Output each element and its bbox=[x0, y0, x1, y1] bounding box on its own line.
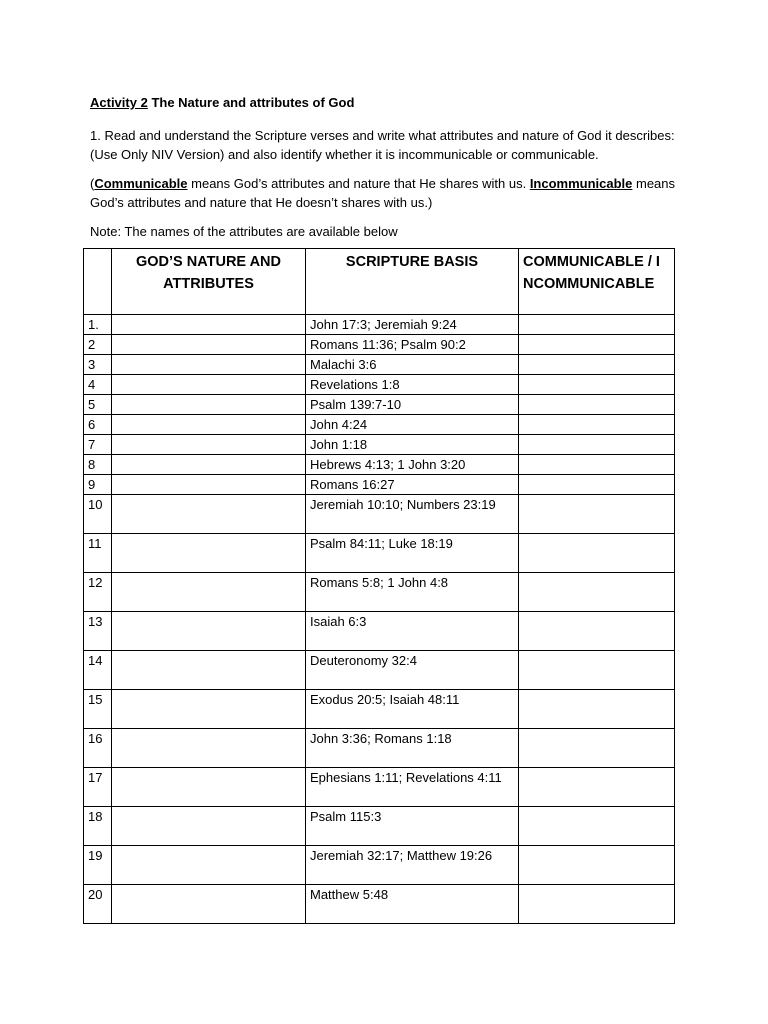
communicable-cell[interactable] bbox=[519, 768, 675, 807]
header-attributes: GOD’S NATURE AND ATTRIBUTES bbox=[112, 249, 306, 315]
row-number: 18 bbox=[84, 807, 112, 846]
scripture-cell: Matthew 5:48 bbox=[306, 885, 519, 924]
table-row bbox=[84, 435, 675, 455]
row-number: 10 bbox=[84, 495, 112, 534]
table-row bbox=[84, 690, 675, 729]
definition-paragraph bbox=[90, 174, 690, 212]
communicable-term: Communicable bbox=[94, 176, 188, 191]
instruction-paragraph: 1. Read and understand the Scripture verses and write what attributes and nature of God it describes: (Use Only NIV Version) and also identify whether it is incommunicable or communicable. bbox=[90, 128, 675, 162]
communicable-cell[interactable] bbox=[519, 375, 675, 395]
row-number: 2 bbox=[84, 335, 112, 355]
scripture-cell: Romans 11:36; Psalm 90:2 bbox=[306, 335, 519, 355]
attribute-cell[interactable] bbox=[112, 807, 306, 846]
attribute-cell[interactable] bbox=[112, 455, 306, 475]
scripture-cell: Deuteronomy 32:4 bbox=[306, 651, 519, 690]
attribute-cell[interactable] bbox=[112, 612, 306, 651]
table-row bbox=[84, 415, 675, 435]
attribute-cell[interactable] bbox=[112, 690, 306, 729]
communicable-cell[interactable] bbox=[519, 315, 675, 335]
communicable-cell[interactable] bbox=[519, 495, 675, 534]
incommunicable-term: Incommunicable bbox=[529, 176, 633, 191]
table-body bbox=[84, 315, 675, 924]
row-number: 11 bbox=[84, 534, 112, 573]
table-row bbox=[84, 335, 675, 355]
table-row bbox=[84, 846, 675, 885]
attribute-cell[interactable] bbox=[112, 315, 306, 335]
row-number: 6 bbox=[84, 415, 112, 435]
communicable-cell[interactable] bbox=[519, 690, 675, 729]
scripture-cell: John 1:18 bbox=[306, 435, 519, 455]
row-number: 17 bbox=[84, 768, 112, 807]
table-row bbox=[84, 885, 675, 924]
attribute-cell[interactable] bbox=[112, 729, 306, 768]
row-number: 7 bbox=[84, 435, 112, 455]
attribute-cell[interactable] bbox=[112, 534, 306, 573]
header-scripture: SCRIPTURE BASIS bbox=[306, 249, 519, 315]
attributes-table bbox=[83, 248, 675, 924]
row-number: 15 bbox=[84, 690, 112, 729]
document-page bbox=[90, 94, 690, 251]
table-row bbox=[84, 651, 675, 690]
communicable-cell[interactable] bbox=[519, 534, 675, 573]
table-row bbox=[84, 455, 675, 475]
attribute-cell[interactable] bbox=[112, 355, 306, 375]
attribute-cell[interactable] bbox=[112, 435, 306, 455]
row-number: 9 bbox=[84, 475, 112, 495]
row-number: 19 bbox=[84, 846, 112, 885]
row-number: 3 bbox=[84, 355, 112, 375]
table-row bbox=[84, 768, 675, 807]
attribute-cell[interactable] bbox=[112, 651, 306, 690]
activity-title: The Nature and attributes of God bbox=[151, 95, 355, 110]
note-text: Note: The names of the attributes are available below bbox=[90, 224, 398, 239]
scripture-cell: Psalm 115:3 bbox=[306, 807, 519, 846]
header-communicable: COMMUNICABLE / INCOMMUNICABLE bbox=[519, 249, 675, 315]
communicable-cell[interactable] bbox=[519, 455, 675, 475]
communicable-cell[interactable] bbox=[519, 475, 675, 495]
row-number: 14 bbox=[84, 651, 112, 690]
table-row bbox=[84, 495, 675, 534]
attribute-cell[interactable] bbox=[112, 335, 306, 355]
communicable-cell[interactable] bbox=[519, 885, 675, 924]
scripture-cell: Ephesians 1:11; Revelations 4:11 bbox=[306, 768, 519, 807]
communicable-cell[interactable] bbox=[519, 612, 675, 651]
attribute-cell[interactable] bbox=[112, 415, 306, 435]
row-number: 16 bbox=[84, 729, 112, 768]
scripture-cell: Jeremiah 32:17; Matthew 19:26 bbox=[306, 846, 519, 885]
attribute-cell[interactable] bbox=[112, 495, 306, 534]
attribute-cell[interactable] bbox=[112, 846, 306, 885]
row-number: 5 bbox=[84, 395, 112, 415]
row-number: 13 bbox=[84, 612, 112, 651]
attribute-cell[interactable] bbox=[112, 395, 306, 415]
table-row bbox=[84, 729, 675, 768]
communicable-cell[interactable] bbox=[519, 729, 675, 768]
attribute-cell[interactable] bbox=[112, 768, 306, 807]
activity-heading bbox=[90, 94, 690, 111]
row-number: 12 bbox=[84, 573, 112, 612]
communicable-cell[interactable] bbox=[519, 395, 675, 415]
table-row bbox=[84, 534, 675, 573]
scripture-cell: Jeremiah 10:10; Numbers 23:19 bbox=[306, 495, 519, 534]
communicable-cell[interactable] bbox=[519, 846, 675, 885]
scripture-cell: John 17:3; Jeremiah 9:24 bbox=[306, 315, 519, 335]
table-row bbox=[84, 475, 675, 495]
table-row bbox=[84, 807, 675, 846]
row-number: 4 bbox=[84, 375, 112, 395]
communicable-cell[interactable] bbox=[519, 415, 675, 435]
communicable-definition: means God’s attributes and nature that He shares with us. bbox=[187, 176, 530, 191]
row-number: 8 bbox=[84, 455, 112, 475]
communicable-cell[interactable] bbox=[519, 435, 675, 455]
communicable-cell[interactable] bbox=[519, 651, 675, 690]
communicable-cell[interactable] bbox=[519, 335, 675, 355]
scripture-cell: Romans 16:27 bbox=[306, 475, 519, 495]
table-row bbox=[84, 355, 675, 375]
table-row bbox=[84, 315, 675, 335]
scripture-cell: Malachi 3:6 bbox=[306, 355, 519, 375]
activity-label: Activity 2 bbox=[90, 95, 148, 110]
scripture-cell: Exodus 20:5; Isaiah 48:11 bbox=[306, 690, 519, 729]
scripture-cell: Revelations 1:8 bbox=[306, 375, 519, 395]
attribute-cell[interactable] bbox=[112, 375, 306, 395]
row-number: 20 bbox=[84, 885, 112, 924]
table-row bbox=[84, 573, 675, 612]
table-row bbox=[84, 395, 675, 415]
table-row bbox=[84, 612, 675, 651]
row-number: 1. bbox=[84, 315, 112, 335]
scripture-cell: Isaiah 6:3 bbox=[306, 612, 519, 651]
communicable-cell[interactable] bbox=[519, 355, 675, 375]
header-number bbox=[84, 249, 112, 315]
communicable-cell[interactable] bbox=[519, 807, 675, 846]
scripture-cell: John 4:24 bbox=[306, 415, 519, 435]
scripture-cell: John 3:36; Romans 1:18 bbox=[306, 729, 519, 768]
attribute-cell[interactable] bbox=[112, 475, 306, 495]
scripture-cell: Psalm 139:7-10 bbox=[306, 395, 519, 415]
table-row bbox=[84, 375, 675, 395]
scripture-cell: Psalm 84:11; Luke 18:19 bbox=[306, 534, 519, 573]
open-paren: ( bbox=[90, 176, 95, 191]
communicable-cell[interactable] bbox=[519, 573, 675, 612]
table-header-row bbox=[84, 249, 675, 315]
scripture-cell: Hebrews 4:13; 1 John 3:20 bbox=[306, 455, 519, 475]
scripture-cell: Romans 5:8; 1 John 4:8 bbox=[306, 573, 519, 612]
incommunicable-definition: means God’s attributes and nature that He doesn’t shares with us.) bbox=[90, 176, 676, 210]
attribute-cell[interactable] bbox=[112, 885, 306, 924]
attribute-cell[interactable] bbox=[112, 573, 306, 612]
